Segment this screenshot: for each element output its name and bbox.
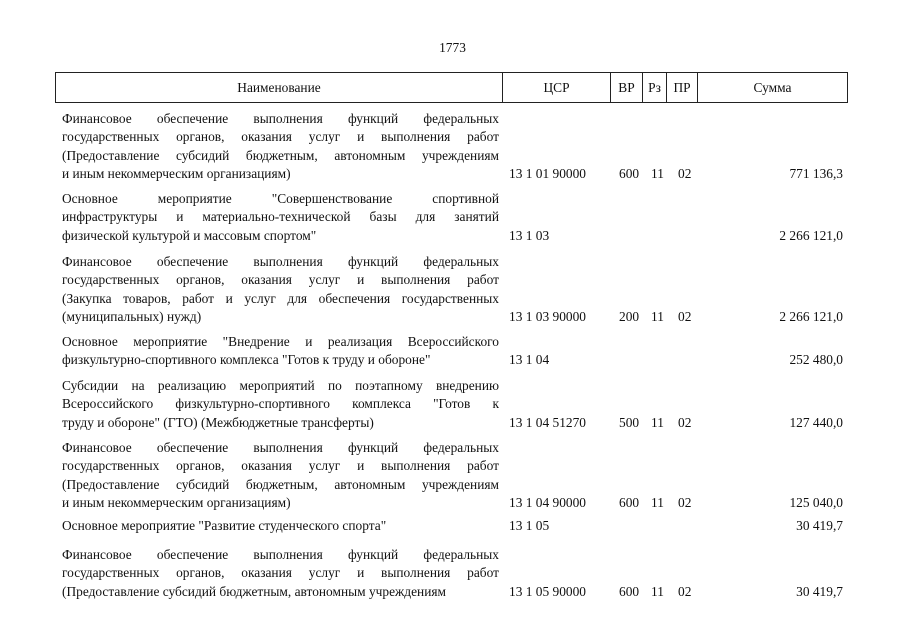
row-vr: 200: [619, 308, 640, 324]
row-name-line: государственных органов, оказания услуг и выполнения работ: [62, 458, 499, 474]
row-name-line: (Предоставление субсидий бюджетным, автономным учреждениям: [62, 583, 446, 599]
row-csr: 13 1 03: [509, 227, 550, 243]
row-pr: 02: [678, 583, 692, 599]
row-name: [62, 377, 499, 432]
row-name-line: (Предоставление субсидий бюджетным, автономным учреждениям: [62, 147, 499, 163]
page-number: 1773: [439, 40, 466, 55]
row-csr: 13 1 03 90000: [509, 308, 586, 324]
row-csr: 13 1 04 90000: [509, 494, 586, 510]
table-header: [55, 72, 848, 103]
row-vr: 600: [619, 494, 640, 510]
row-name-line: Всероссийского физкультурно-спортивного комплекса "Готов к: [62, 396, 499, 412]
row-name-line: инфраструктуры и материально-технической базы для занятий: [62, 209, 499, 225]
row-name-line: и иным некоммерческим организациям): [62, 494, 291, 510]
row-name-line: государственных органов, оказания услуг и выполнения работ: [62, 565, 499, 581]
row-name-line: (Предоставление субсидий бюджетным, автономным учреждениям: [62, 476, 499, 492]
header-rz: Рз: [643, 73, 667, 102]
row-name-line: (муниципальных) нужд): [62, 308, 202, 324]
row-sum: 2 266 121,0: [779, 227, 843, 243]
row-name: [62, 110, 499, 183]
row-csr: 13 1 05 90000: [509, 583, 586, 599]
row-sum: 30 419,7: [796, 518, 843, 533]
row-name-line: государственных органов, оказания услуг и выполнения работ: [62, 272, 499, 288]
row-name-line: (Закупка товаров, работ и услуг для обеспечения государственных: [62, 290, 499, 306]
row-name-line: Субсидии на реализацию мероприятий по поэтапному внедрению: [62, 378, 499, 393]
row-sum: 252 480,0: [789, 352, 843, 368]
row-rz: 11: [651, 414, 664, 430]
header-name: Наименование: [56, 73, 503, 102]
row-sum: 125 040,0: [789, 494, 843, 510]
row-name-line: Основное мероприятие "Внедрение и реализация Всероссийского: [62, 334, 499, 349]
row-sum: 127 440,0: [789, 414, 843, 430]
row-name-line: Финансовое обеспечение выполнения функций федеральных: [62, 111, 499, 126]
row-pr: 02: [678, 414, 692, 430]
row-name-line: Финансовое обеспечение выполнения функций федеральных: [62, 440, 499, 455]
header-vr: ВР: [611, 73, 643, 102]
row-name-line: Финансовое обеспечение выполнения функций федеральных: [62, 254, 499, 269]
row-name: [62, 333, 499, 370]
row-name-line: государственных органов, оказания услуг и выполнения работ: [62, 129, 499, 145]
row-name: [62, 253, 499, 326]
row-name: [62, 190, 499, 245]
row-csr: 13 1 04 51270: [509, 414, 586, 430]
row-name: [62, 439, 499, 512]
row-name-line: Основное мероприятие "Развитие студенческого спорта": [62, 518, 387, 533]
row-sum: 30 419,7: [796, 583, 843, 599]
row-name: [62, 517, 499, 535]
header-pr: ПР: [667, 73, 698, 102]
row-name-line: физической культурой и массовым спортом": [62, 227, 317, 243]
header-csr: ЦСР: [503, 73, 611, 102]
row-csr: 13 1 01 90000: [509, 165, 586, 181]
row-rz: 11: [651, 308, 664, 324]
row-pr: 02: [678, 165, 692, 181]
row-rz: 11: [651, 165, 664, 181]
row-vr: 600: [619, 165, 640, 181]
row-name-line: физкультурно-спортивного комплекса "Готов к труду и обороне": [62, 352, 431, 368]
row-csr: 13 1 05: [509, 518, 550, 533]
row-vr: 600: [619, 583, 640, 599]
row-pr: 02: [678, 308, 692, 324]
row-name-line: труду и обороне" (ГТО) (Межбюджетные трансферты): [62, 414, 374, 430]
row-name-line: Финансовое обеспечение выполнения функций федеральных: [62, 547, 499, 562]
row-name: [62, 546, 499, 601]
row-name-line: и иным некоммерческим организациям): [62, 165, 291, 181]
row-vr: 500: [619, 414, 640, 430]
row-sum: 2 266 121,0: [779, 308, 843, 324]
row-name-line: Основное мероприятие "Совершенствование спортивной: [62, 191, 499, 206]
row-pr: 02: [678, 494, 692, 510]
header-sum: Сумма: [753, 79, 792, 95]
row-sum: 771 136,3: [789, 165, 843, 181]
row-rz: 11: [651, 583, 664, 599]
row-csr: 13 1 04: [509, 352, 550, 368]
row-rz: 11: [651, 494, 664, 510]
